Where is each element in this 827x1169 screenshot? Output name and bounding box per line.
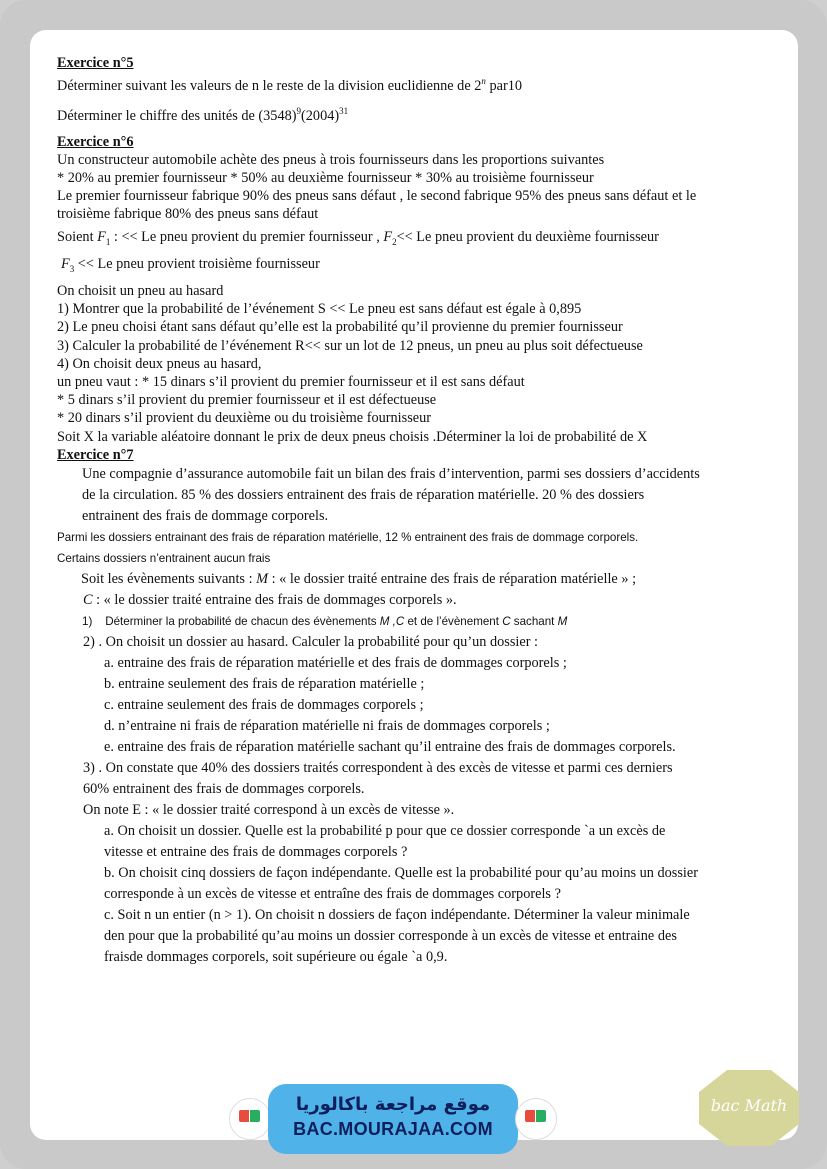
exercise-7-q3-item: a. On choisit un dossier. Quelle est la probabilité p pour que ce dossier corresponde `a un excès de xyxy=(104,823,666,840)
site-name-arabic: موقع مراجعة باكالوريا xyxy=(295,1094,491,1115)
exercise-7-intro-line: de la circulation. 85 % des dossiers entrainent des frais de réparation matérielle. 20 % des dossiers xyxy=(82,487,645,504)
exercise-7-q3-item: vitesse et entraine des frais de dommages corporels ? xyxy=(104,844,408,861)
exercise-7-event-c: C : « le dossier traité entraine des frais de dommages corporels ». xyxy=(83,592,457,609)
exercise-6-line: * 20% au premier fournisseur * 50% au deuxième fournisseur * 30% au troisième fournisseur xyxy=(57,170,594,187)
exercise-6-line: 1) Montrer que la probabilité de l’événement S << Le pneu est sans défaut est égale à 0,895 xyxy=(57,301,582,318)
exercise-6-line: On choisit un pneu au hasard xyxy=(57,283,224,300)
exercise-6-line: Soit X la variable aléatoire donnant le prix de deux pneus choisis .Déterminer la loi de probabilité de X xyxy=(57,428,648,445)
exercise-6-line: 4) On choisit deux pneus au hasard, xyxy=(57,355,262,372)
exercise-7-question-3: 3) . On constate que 40% des dossiers traités correspondent à des excès de vitesse et parmi ces derniers xyxy=(83,760,673,777)
exercise-5-line-2: Déterminer le chiffre des unités de $(3548)^9(2004)^{31}$ xyxy=(57,106,349,125)
exercise-7-question-3: 60% entrainent des frais de dommages corporels. xyxy=(83,781,365,798)
exercise-6-line: 3) Calculer la probabilité de l’événement R<< sur un lot de 12 pneus, un pneu au plus soit défectueuse xyxy=(57,337,643,354)
exercise-7-intro-line: entrainent des frais de dommage corporels. xyxy=(82,508,329,525)
exercise-7-question-1: 1) Déterminer la probabilité de chacun des évènements M ,C et de l’évènement C sachant M xyxy=(82,615,568,629)
document-body xyxy=(57,54,772,968)
exercise-7-q2-item: c. entraine seulement des frais de dommages corporels ; xyxy=(104,697,424,714)
exercise-7-title: Exercice n°7 xyxy=(57,446,134,463)
exercise-7-sans-line: Certains dossiers n’entrainent aucun frais xyxy=(57,552,271,566)
exercise-6-line: Le premier fournisseur fabrique 90% des pneus sans défaut , le second fabrique 95% des pneus sans défaut et le xyxy=(57,188,697,205)
exercise-5-line-1: Déterminer suivant les valeurs de n le reste de la division euclidienne de 2$^n$ par10 xyxy=(57,76,523,95)
site-banner-link[interactable] xyxy=(268,1084,518,1154)
exercise-7-q2-item: d. n’entraine ni frais de réparation matérielle ni frais de dommages corporels ; xyxy=(104,718,550,735)
exercise-7-q2-item: b. entraine seulement des frais de réparation matérielle ; xyxy=(104,676,425,693)
book-logo-icon xyxy=(229,1098,271,1140)
exercise-7-sans-line: Parmi les dossiers entrainant des frais de réparation matérielle, 12 % entrainent des frais de dommage corporels. xyxy=(57,531,639,545)
exercise-7-intro-line: Une compagnie d’assurance automobile fait un bilan des frais d’intervention, parmi ses dossiers d’accidents xyxy=(82,466,700,483)
exercise-5-title: Exercice n°5 xyxy=(57,55,134,71)
exercise-6-line: Un constructeur automobile achète des pneus à trois fournisseurs dans les proportions suivantes xyxy=(57,151,605,168)
exercise-6-line: un pneu vaut : * 15 dinars s’il provient du premier fournisseur et il est sans défaut xyxy=(57,374,525,391)
exercise-7-q3-item: corresponde à un excès de vitesse et entraîne des frais de dommages corporels ? xyxy=(104,886,561,903)
exercise-6-line: * 5 dinars s’il provient du premier fournisseur et il est défectueuse xyxy=(57,392,437,409)
exercise-6-line: 2) Le pneu choisi étant sans défaut qu’elle est la probabilité qu’il provienne du premier fournisseur xyxy=(57,319,623,336)
exercise-7-q2-item: a. entraine des frais de réparation matérielle et des frais de dommages corporels ; xyxy=(104,655,567,672)
exercise-6-events-line: Soient $F_1$ : << Le pneu provient du premier fournisseur , $F_2<< Le$ pneu provient du deuxième fournisseur xyxy=(57,228,659,247)
exercise-6-line: troisième fabrique 80% des pneus sans défaut xyxy=(57,206,319,223)
site-url: BAC.MOURAJAA.COM xyxy=(293,1119,493,1139)
exercise-7-q3-item: b. On choisit cinq dossiers de façon indépendante. Quelle est la probabilité pour qu’au moins un dossier xyxy=(104,865,698,882)
exercise-7-q3-item: fraisde dommages corporels, soit supérieure ou égale `a 0,9. xyxy=(104,949,448,966)
exercise-7-q2-item: e. entraine des frais de réparation matérielle sachant qu’il entraine des frais de dommages corporels. xyxy=(104,739,676,756)
exercise-7-q3-item: den pour que la probabilité qu’au moins un dossier corresponde à un excès de vitesse et entraine des xyxy=(104,928,677,945)
exercise-6-title: Exercice n°6 xyxy=(57,133,134,150)
logo-text: bac Math xyxy=(710,1096,788,1115)
exercise-6-f3-line: $F_3 << Le$ pneu provient troisième fournisseur xyxy=(61,255,320,274)
bac-math-logo xyxy=(697,1068,801,1148)
exercise-6-line: * 20 dinars s’il provient du deuxième ou du troisième fournisseur xyxy=(57,410,432,427)
exercise-7-question-2: 2) . On choisit un dossier au hasard. Calculer la probabilité pour qu’un dossier : xyxy=(83,634,539,651)
exercise-7-q3-item: c. Soit n un entier (n > 1). On choisit n dossiers de façon indépendante. Déterminer la valeur minimale xyxy=(104,907,690,924)
book-logo-icon xyxy=(515,1098,557,1140)
exercise-7-question-3: On note E : « le dossier traité correspond à un excès de vitesse ». xyxy=(83,802,455,819)
exercise-7-event-m: Soit les évènements suivants : M : « le dossier traité entraine des frais de réparation matérielle » ; xyxy=(81,571,637,588)
